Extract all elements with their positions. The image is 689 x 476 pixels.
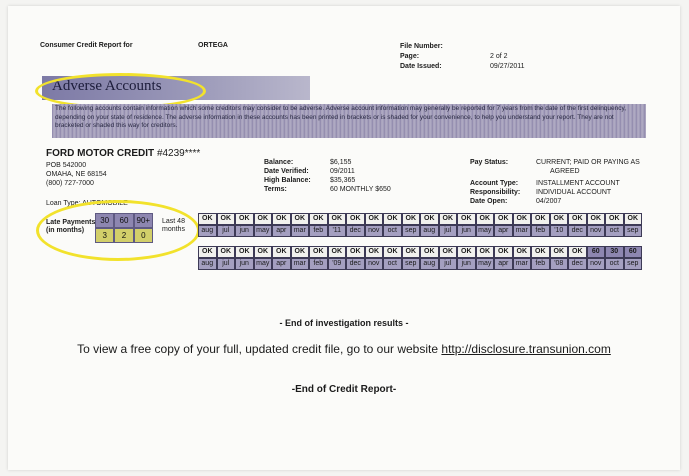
responsibility-label: Responsibility: (470, 189, 521, 196)
history-status-cell: OK (402, 213, 421, 225)
history-month-cell: feb (531, 225, 550, 237)
history-month-cell: nov (365, 258, 384, 270)
history-row-1-status (198, 213, 642, 225)
end-report: -End of Credit Report- (291, 384, 397, 395)
history-month-cell: dec (568, 225, 587, 237)
history-month-cell: mar (513, 258, 532, 270)
history-month-cell: jul (217, 258, 236, 270)
loan-type: Loan Type: AUTOMOBILE (46, 200, 128, 207)
late-header-90: 90+ (134, 213, 153, 228)
history-status-cell: OK (476, 246, 495, 258)
history-month-cell: mar (291, 258, 310, 270)
history-month-cell: dec (346, 258, 365, 270)
history-month-cell: may (476, 258, 495, 270)
history-status-cell: OK (383, 246, 402, 258)
history-status-cell: OK (624, 213, 643, 225)
history-month-cell: aug (198, 258, 217, 270)
report-label: Consumer Credit Report for (40, 42, 133, 49)
late-value-90: 0 (134, 228, 153, 243)
history-month-cell: oct (605, 258, 624, 270)
history-status-cell: OK (235, 213, 254, 225)
date-issued-value: 09/27/2011 (490, 63, 525, 70)
account-type-label: Account Type: (470, 180, 519, 187)
history-status-cell: OK (587, 213, 606, 225)
history-month-cell: jun (457, 225, 476, 237)
history-status-cell: OK (494, 213, 513, 225)
history-status-cell: OK (198, 213, 217, 225)
history-month-cell: dec (346, 225, 365, 237)
history-month-cell: sep (624, 225, 643, 237)
history-month-cell: '11 (328, 225, 347, 237)
credit-report-page (8, 6, 680, 470)
late-payments-label: Late Payments (in months) (46, 219, 96, 234)
history-month-cell: feb (309, 225, 328, 237)
date-open-value: 04/2007 (536, 198, 562, 205)
history-status-cell: OK (457, 213, 476, 225)
history-status-cell: 60 (624, 246, 643, 258)
date-open-label: Date Open: (470, 198, 508, 205)
website-link[interactable]: http://disclosure.transunion.com (441, 342, 611, 356)
history-month-cell: feb (531, 258, 550, 270)
history-status-cell: OK (605, 213, 624, 225)
history-status-cell: OK (365, 213, 384, 225)
pay-status-value: CURRENT; PAID OR PAYING AS (536, 159, 640, 166)
history-status-cell: OK (198, 246, 217, 258)
creditor-name: FORD MOTOR CREDIT #4239**** (46, 148, 201, 159)
history-month-cell: sep (402, 225, 421, 237)
history-month-cell: jul (439, 225, 458, 237)
history-month-cell: '09 (328, 258, 347, 270)
history-status-cell: OK (457, 246, 476, 258)
page-value: 2 of 2 (490, 53, 508, 60)
history-status-cell: OK (217, 213, 236, 225)
balance-label: Balance: (264, 159, 294, 166)
history-status-cell: OK (309, 213, 328, 225)
consumer-name: ORTEGA (198, 42, 228, 49)
last-48-months-label: Last 48 months (162, 218, 185, 233)
history-status-cell: OK (568, 246, 587, 258)
highlight-circle-late (36, 200, 200, 261)
history-status-cell: OK (550, 246, 569, 258)
page-label: Page: (400, 53, 420, 60)
pay-status-label: Pay Status: (470, 159, 509, 166)
creditor-phone: (800) 727-7000 (46, 180, 94, 187)
history-status-cell: OK (439, 246, 458, 258)
history-status-cell: OK (254, 213, 273, 225)
history-status-cell: OK (568, 213, 587, 225)
adverse-title: Adverse Accounts (52, 78, 162, 94)
history-status-cell: OK (420, 213, 439, 225)
history-status-cell: 60 (587, 246, 606, 258)
history-month-cell: '08 (550, 258, 569, 270)
history-month-cell: mar (513, 225, 532, 237)
history-status-cell: OK (346, 213, 365, 225)
file-number-label: File Number: (400, 43, 443, 50)
history-month-cell: may (476, 225, 495, 237)
history-month-cell: sep (402, 258, 421, 270)
history-month-cell: dec (568, 258, 587, 270)
history-status-cell: OK (513, 213, 532, 225)
history-status-cell: OK (550, 213, 569, 225)
history-month-cell: oct (605, 225, 624, 237)
history-status-cell: OK (217, 246, 236, 258)
history-month-cell: sep (624, 258, 643, 270)
history-month-cell: apr (494, 258, 513, 270)
history-month-cell: apr (272, 258, 291, 270)
history-month-cell: aug (420, 258, 439, 270)
terms-label: Terms: (264, 186, 287, 193)
free-copy-line (8, 342, 680, 356)
creditor-address-2: OMAHA, NE 68154 (46, 171, 107, 178)
history-status-cell: OK (235, 246, 254, 258)
history-month-cell: mar (291, 225, 310, 237)
late-value-30: 3 (95, 228, 114, 243)
history-status-cell: OK (346, 246, 365, 258)
history-status-cell: OK (494, 246, 513, 258)
free-copy-text: To view a free copy of your full, updated credit file, go to our website (77, 342, 439, 356)
terms-value: 60 MONTHLY $650 (330, 186, 391, 193)
history-month-cell: jun (457, 258, 476, 270)
high-balance-value: $35,365 (330, 177, 356, 184)
history-status-cell: 30 (605, 246, 624, 258)
history-month-cell: may (254, 225, 273, 237)
history-month-cell: jul (217, 225, 236, 237)
history-month-cell: nov (365, 225, 384, 237)
history-status-cell: OK (272, 213, 291, 225)
history-status-cell: OK (402, 246, 421, 258)
history-row-2-status (198, 246, 642, 258)
history-status-cell: OK (365, 246, 384, 258)
history-status-cell: OK (531, 246, 550, 258)
history-month-cell: jun (235, 225, 254, 237)
history-month-cell: apr (272, 225, 291, 237)
history-status-cell: OK (476, 213, 495, 225)
history-month-cell: oct (383, 225, 402, 237)
responsibility-value: INDIVIDUAL ACCOUNT (536, 189, 612, 196)
history-month-cell: oct (383, 258, 402, 270)
history-month-cell: feb (309, 258, 328, 270)
history-row-2-months (198, 258, 642, 270)
end-investigation: - End of investigation results - (279, 318, 409, 328)
history-month-cell: '10 (550, 225, 569, 237)
account-type-value: INSTALLMENT ACCOUNT (536, 180, 620, 187)
history-month-cell: may (254, 258, 273, 270)
history-month-cell: apr (494, 225, 513, 237)
late-header-60: 60 (114, 213, 133, 228)
history-status-cell: OK (531, 213, 550, 225)
date-verified-label: Date Verified: (264, 168, 309, 175)
history-row-1-months (198, 225, 642, 237)
date-issued-label: Date Issued: (400, 63, 442, 70)
late-value-60: 2 (114, 228, 133, 243)
history-month-cell: jul (439, 258, 458, 270)
history-month-cell: nov (587, 258, 606, 270)
adverse-description: The following accounts contain information which some creditors may consider to be adverse. Adverse account information may generally be reported for 7 years from the date of the first delinquency, depending on your state of residence. The adverse information in these accounts has been printed in brackets or is shaded for your convenience, to help you understand your report. They are not bracketed or shaded this way for creditors. (52, 104, 646, 138)
late-header-30: 30 (95, 213, 114, 228)
history-month-cell: aug (198, 225, 217, 237)
history-status-cell: OK (291, 246, 310, 258)
history-status-cell: OK (439, 213, 458, 225)
history-month-cell: aug (420, 225, 439, 237)
high-balance-label: High Balance: (264, 177, 311, 184)
history-status-cell: OK (309, 246, 328, 258)
history-status-cell: OK (328, 213, 347, 225)
history-status-cell: OK (383, 213, 402, 225)
history-status-cell: OK (272, 246, 291, 258)
history-status-cell: OK (513, 246, 532, 258)
history-month-cell: jun (235, 258, 254, 270)
creditor-address-1: POB 542000 (46, 162, 87, 169)
history-status-cell: OK (291, 213, 310, 225)
history-status-cell: OK (328, 246, 347, 258)
history-month-cell: nov (587, 225, 606, 237)
history-status-cell: OK (254, 246, 273, 258)
history-status-cell: OK (420, 246, 439, 258)
date-verified-value: 09/2011 (330, 168, 355, 175)
balance-value: $6,155 (330, 159, 352, 166)
pay-status-value-2: AGREED (550, 168, 580, 175)
